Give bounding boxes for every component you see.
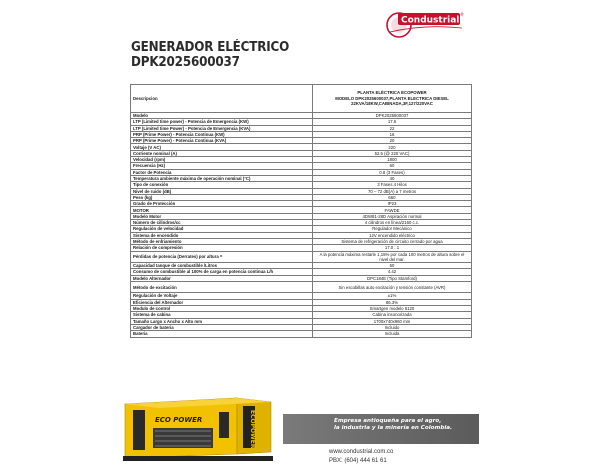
vent-slat (155, 435, 211, 437)
spec-value: ±1% (313, 293, 472, 299)
spec-label: Corriente nominal (A) (131, 150, 313, 156)
descripcion-value (313, 85, 472, 113)
spec-value: Incluida (313, 331, 472, 337)
side-label: ECOPOWER (249, 410, 256, 449)
spec-value: 1800 (313, 157, 472, 163)
spec-label: Método de excitación (131, 281, 313, 293)
vent-slat (155, 430, 211, 432)
spec-value: 22 (313, 125, 472, 131)
spec-label: Tamaño Largo x Ancho x Alto mm (131, 318, 313, 324)
spec-value: 4DW81-28D Aspiración normal (313, 213, 472, 219)
title-line-2: DPK2025600037 (131, 55, 240, 70)
spec-value: 20 (313, 138, 472, 144)
vent-slat (155, 445, 211, 447)
spec-label: Cargador de bateria (131, 324, 313, 330)
spec-label: Regulación de Voltaje (131, 293, 313, 299)
spec-value: 0.8 (3 Fases) (313, 169, 472, 175)
table-row (131, 251, 472, 263)
spec-label: Frecuencia (Hz) (131, 163, 313, 169)
vent-slat (155, 440, 211, 442)
cabin-label: ECO POWER (155, 416, 203, 424)
spec-label: Bateria (131, 331, 313, 337)
spec-value: 86.3% (313, 299, 472, 305)
spec-value: 16 (313, 131, 472, 137)
base-frame (123, 456, 273, 461)
spec-label: Modulo de control (131, 306, 313, 312)
tagline-line-2: la industria y la minería en Colombia. (334, 425, 453, 431)
spec-value: 50 (313, 263, 472, 269)
table-row (131, 331, 472, 337)
spec-label: Relación de compresión (131, 245, 313, 251)
spec-label: Factor de Potencia (131, 169, 313, 175)
spec-label: Capacidad tanque de combustible /Litros (131, 263, 313, 269)
spec-label: Tipo de conexión (131, 182, 313, 188)
spec-label: Sistema de encendido (131, 232, 313, 238)
descripcion-label: Descripcion (131, 85, 313, 113)
spec-value: 52.5 (@ 220 VAC) (313, 150, 472, 156)
logo-text: Condustrial (401, 15, 460, 26)
spec-value: IP23 (313, 201, 472, 207)
website-link[interactable]: www.condustrial.com.co (329, 449, 394, 455)
spec-value: Smartgen modelo 6120 (313, 306, 472, 312)
spec-label: Regulación de velocidad (131, 226, 313, 232)
spec-value: 660 (313, 194, 472, 200)
control-door (219, 412, 229, 438)
spec-value: 60 (313, 163, 472, 169)
spec-value: Incluido (313, 324, 472, 330)
generator-photo (119, 388, 281, 462)
spec-value: Sin escobillas auto excitación y tensión constante (AVR) (313, 281, 472, 293)
descripcion-line-3: 22KVA/18KW,CABINADA,3F,127/220VAC (351, 101, 433, 107)
footer-tagline (334, 418, 452, 432)
tagline-line-1: Empresa antioqueña para el agro, (334, 418, 442, 424)
spec-label: Método de enfriamiento (131, 238, 313, 244)
title-line-1: GENERADOR ELÉCTRICO (131, 40, 290, 55)
spec-value: DPK2025600037 (313, 113, 472, 119)
descripcion-line-2: MODELO DPK2025600037,PLANTA ELECTRICA DIESEL (335, 95, 449, 101)
spec-label: Peso (kg) (131, 194, 313, 200)
spec-label: Grado de Protección (131, 201, 313, 207)
spec-value: 40 (313, 175, 472, 181)
spec-value: Sistema de refrigeración de circuito cerrado por agua (313, 238, 472, 244)
spec-label: Temperatura ambiente máxima de operación nominal (°C) (131, 175, 313, 181)
spec-value: 1700x740x960 mm (313, 318, 472, 324)
spec-value: 17.0 : 1 (313, 245, 472, 251)
spec-label: Voltaje (V AC) (131, 144, 313, 150)
spec-value: 4.42 (313, 269, 472, 275)
spec-label: Nivel de ruido (dB) (131, 188, 313, 194)
spec-label: Modelo Motor (131, 213, 313, 219)
spec-label: LTP (Limited time power) - Potencia de Emergencia (KW) (131, 119, 313, 125)
logo-trademark: ® (460, 12, 464, 17)
spec-value: 17.6 (313, 119, 472, 125)
spec-value: A la potencia máxima restarle 1,15% por cada 100 metros de altura sobre el nivel del mar. (313, 251, 472, 263)
spec-label: Modelo Alternador (131, 275, 313, 281)
spec-label: Pérdidas de potencia (Derrates) por altura = (131, 251, 313, 263)
spec-label: MOTOR (131, 207, 313, 213)
spec-value: Regulador Mecánico (313, 226, 472, 232)
spec-label: LTP (Limited time Power) - Potencia de Emergencia (KVA) (131, 125, 313, 131)
spec-value: 220 (313, 144, 472, 150)
descripcion-line-1: PLANTA ELÉCTRICA ECOPOWER (357, 90, 427, 96)
spec-label: Número de cilindros/cc (131, 220, 313, 226)
condustrial-logo (384, 10, 468, 40)
spec-label: Sistema de cabina (131, 312, 313, 318)
spec-label: Modelo (131, 113, 313, 119)
spec-label: PRP (Prime Power) - Potencia Continua (KVA) (131, 138, 313, 144)
spec-label: Eficiencia del Alternador (131, 299, 313, 305)
phone-number: PBX: (604) 444 61 61 (329, 458, 387, 464)
spec-value: DPC184E (Tipo Stamford) (313, 275, 472, 281)
page-title (131, 40, 289, 70)
spec-table (130, 84, 472, 338)
spec-value: FAWDE (313, 207, 472, 213)
spec-value: 12V encendido eléctrico (313, 232, 472, 238)
spec-value: 70 – 72 dB(A) a 7 metros (313, 188, 472, 194)
door-stripe (133, 410, 145, 450)
spec-label: PRP (Prime Power) - Potencia Continua (KW) (131, 131, 313, 137)
spec-label: Consumo de combustible al 100% de carga en potencia continua L/h (131, 269, 313, 275)
spec-label: Velocidad (rpm) (131, 157, 313, 163)
table-row-descripcion (131, 85, 472, 113)
spec-value: 4 cilindros en línea/2160 c.c. (313, 220, 472, 226)
spec-value: Cabina insonorizada (313, 312, 472, 318)
spec-value: 3 Fases 4 Hilos (313, 182, 472, 188)
table-row (131, 281, 472, 293)
